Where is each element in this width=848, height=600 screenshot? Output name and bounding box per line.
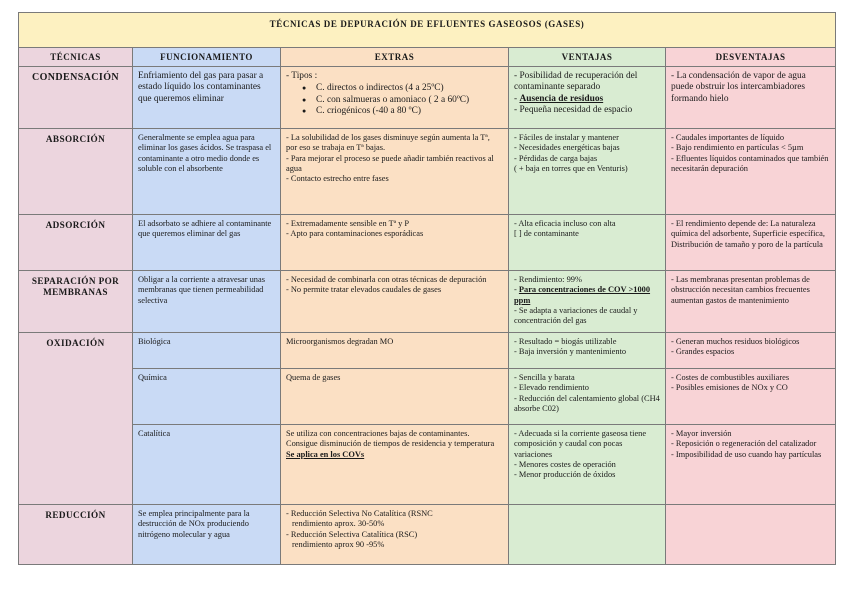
desventaja-item: - Bajo rendimiento en partículas < 5µm	[671, 143, 804, 153]
table-title: TÉCNICAS DE DEPURACIÓN DE EFLUENTES GASEOSOS (GASES)	[19, 13, 836, 48]
extra-item: - Reducción Selectiva No Catalítica (RSNC	[286, 509, 433, 518]
row-membranas	[19, 271, 836, 333]
extra-item: - Reducción Selectiva Catalítica (RSC)	[286, 529, 418, 539]
desventaja-item: - Reposición o regeneración del catalizador	[671, 439, 817, 449]
funcionamiento-biologica: Biológica	[133, 333, 281, 369]
extras-catalitica	[281, 425, 509, 505]
row-condensacion	[19, 67, 836, 129]
extras-reduccion	[281, 505, 509, 565]
ventaja-item: - Menores costes de operación	[514, 459, 616, 469]
ventaja-item: ( + baja en torres que en Venturis)	[514, 163, 628, 173]
desventaja-item: - Caudales importantes de líquido	[671, 133, 785, 142]
funcionamiento-condensacion: Enfriamiento del gas para pasar a estado líquido los contaminantes que queremos eliminar	[133, 67, 281, 129]
funcionamiento-reduccion: Se emplea principalmente para la destrucción de NOx produciendo nitrógeno molecular y agua	[133, 505, 281, 565]
ventaja-prefix: -	[514, 93, 520, 104]
extra-item: - Necesidad de combinarla con otras técnicas de depuración	[286, 275, 487, 284]
ventaja-item: - Baja inversión y mantenimiento	[514, 347, 627, 357]
ventaja-highlight: Ausencia de residuos	[519, 93, 604, 104]
ventaja-item: - Fáciles de instalar y mantener	[514, 133, 619, 142]
desventaja-item: - Generan muchos residuos biológicos	[671, 337, 800, 346]
extra-item: - No permite tratar elevados caudales de gases	[286, 285, 442, 295]
ventaja-item: - Alta eficacia incluso con alta	[514, 219, 616, 228]
tecnica-reduccion: REDUCCIÓN	[19, 505, 133, 565]
ventaja-item: - Posibilidad de recuperación del contaminante separado	[514, 71, 638, 93]
extra-item: - Para mejorar el proceso se puede añadir también reactivos al agua	[286, 153, 494, 173]
ventajas-membranas	[509, 271, 666, 333]
ventaja-item: - Pérdidas de carga bajas	[514, 153, 598, 163]
funcionamiento-adsorcion: El adsorbato se adhiere al contaminante que queremos eliminar del gas	[133, 215, 281, 271]
funcionamiento-membranas: Obligar a la corriente a atravesar unas membranas que tienen permeabilidad selectiva	[133, 271, 281, 333]
list-item: ● C. criogénicos (-40 a 80 ºC)	[316, 106, 503, 117]
ventaja-highlight: Para concentraciones de COV >1000 ppm	[514, 285, 651, 305]
extras-condensacion	[281, 67, 509, 129]
header-extras: EXTRAS	[281, 48, 509, 67]
ventaja-item: [ ] de contaminante	[514, 229, 579, 239]
row-oxidacion-catalitica	[19, 425, 836, 505]
list-item: ● C. con salmueras o amoniaco ( 2 a 60ºC)	[316, 95, 503, 106]
header-tecnicas: TÉCNICAS	[19, 48, 133, 67]
condensacion-types-list	[286, 83, 503, 117]
ventajas-condensacion	[509, 67, 666, 129]
extras-absorcion	[281, 129, 509, 215]
row-adsorcion	[19, 215, 836, 271]
ventaja-item: - Menor producción de óxidos	[514, 470, 616, 479]
extras-membranas	[281, 271, 509, 333]
extras-quimica: Quema de gases	[281, 369, 509, 425]
ventajas-reduccion	[509, 505, 666, 565]
ventaja-item: - Rendimiento: 99%	[514, 275, 582, 284]
ventajas-absorcion	[509, 129, 666, 215]
row-oxidacion-biologica	[19, 333, 836, 369]
desventajas-biologica	[666, 333, 836, 369]
header-funcionamiento: FUNCIONAMIENTO	[133, 48, 281, 67]
depuration-table	[18, 12, 836, 565]
desventajas-condensacion: - La condensación de vapor de agua puede obstruir los intercambiadores formando hielo	[666, 67, 836, 129]
ventaja-item: - Reducción del calentamiento global (CH4 absorbe C02)	[514, 393, 660, 413]
ventajas-quimica	[509, 369, 666, 425]
extra-item: rendimiento aprox. 30-50%	[292, 519, 385, 529]
ventaja-item: - Sencilla y barata	[514, 373, 575, 382]
tecnica-membranas: SEPARACIÓN POR MEMBRANAS	[19, 271, 133, 333]
header-desventajas: DESVENTAJAS	[666, 48, 836, 67]
extras-condensacion-intro: - Tipos :	[286, 71, 318, 81]
header-ventajas: VENTAJAS	[509, 48, 666, 67]
extras-biologica: Microorganismos degradan MO	[281, 333, 509, 369]
ventaja-prefix: -	[514, 285, 519, 295]
extra-item: - La solubilidad de los gases disminuye según aumenta la Tª, por eso se trabaja en Tª bajas.	[286, 133, 490, 153]
desventaja-item: - Efluentes líquidos contaminados que también necesitarán depuración	[671, 153, 829, 173]
desventaja-item: - Imposibilidad de uso cuando hay partículas	[671, 449, 822, 459]
ventaja-item: - Pequeña necesidad de espacio	[514, 105, 633, 116]
desventaja-item: - Mayor inversión	[671, 429, 732, 438]
desventaja-item: - Grandes espacios	[671, 347, 735, 357]
ventajas-catalitica	[509, 425, 666, 505]
desventajas-catalitica	[666, 425, 836, 505]
desventaja-item: - Costes de combustibles auxiliares	[671, 373, 790, 382]
extra-item: Se utiliza con concentraciones bajas de contaminantes. Consigue disminución de tiempos de residencia y temperatura	[286, 429, 495, 449]
ventajas-adsorcion	[509, 215, 666, 271]
extra-highlight: Se aplica en los COVs	[286, 449, 365, 459]
extras-adsorcion	[281, 215, 509, 271]
ventaja-item: - Se adapta a variaciones de caudal y concentración del gas	[514, 305, 638, 325]
extra-item: - Extremadamente sensible en Tª y P	[286, 219, 410, 228]
tecnica-adsorcion: ADSORCIÓN	[19, 215, 133, 271]
extra-item: - Apto para contaminaciones esporádicas	[286, 229, 424, 239]
funcionamiento-absorcion: Generalmente se emplea agua para eliminar los gases ácidos. Se traspasa el contaminante a otro medio donde es soluble con el absorbente	[133, 129, 281, 215]
extra-item: rendimiento aprox 90 -95%	[292, 539, 385, 549]
tecnica-condensacion: CONDENSACIÓN	[19, 67, 133, 129]
ventaja-item: - Adecuada si la corriente gaseosa tiene composición y caudal con pocas variaciones	[514, 429, 647, 459]
extra-item: - Contacto estrecho entre fases	[286, 174, 389, 183]
ventaja-item: - Resultado = biogás utilizable	[514, 337, 617, 346]
ventajas-biologica	[509, 333, 666, 369]
tecnica-oxidacion: OXIDACIÓN	[19, 333, 133, 505]
desventaja-item: - Posibles emisiones de NOx y CO	[671, 383, 788, 393]
desventajas-quimica	[666, 369, 836, 425]
desventajas-reduccion	[666, 505, 836, 565]
tecnica-absorcion: ABSORCIÓN	[19, 129, 133, 215]
ventaja-item: - Elevado rendimiento	[514, 383, 589, 393]
row-oxidacion-quimica	[19, 369, 836, 425]
desventajas-absorcion	[666, 129, 836, 215]
desventajas-adsorcion: - El rendimiento depende de: La naturaleza química del adsorbente, Superficie específica, Distribución de tamaño y poro de la partícula	[666, 215, 836, 271]
row-absorcion	[19, 129, 836, 215]
list-item: ● C. directos o indirectos (4 a 25ºC)	[316, 83, 503, 94]
funcionamiento-catalitica: Catalítica	[133, 425, 281, 505]
ventaja-item: - Necesidades energéticas bajas	[514, 143, 620, 153]
row-reduccion	[19, 505, 836, 565]
funcionamiento-quimica: Química	[133, 369, 281, 425]
desventajas-membranas: - Las membranas presentan problemas de obstrucción necesitan cambios frecuentes aumentan gastos de mantenimiento	[666, 271, 836, 333]
